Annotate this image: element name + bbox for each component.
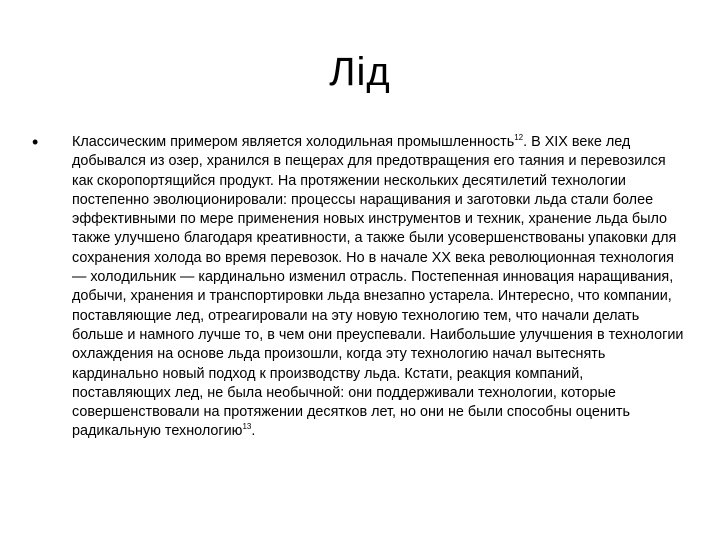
body-paragraph <box>72 133 684 442</box>
bullet-marker: • <box>32 132 39 152</box>
paragraph-text-end: . <box>251 423 256 440</box>
slide-title: Лід <box>329 50 391 94</box>
footnote-ref-12: 12 <box>514 133 524 143</box>
paragraph-text-main: . В XIX веке лед добывался из озер, хранился в пещерах для предотвращения его таяния и перевозился как скоропортящийся продукт. На протяжении нескольких десятилетий технологии постепенно эволюционировали: процессы наращивания и заготовки льда стали более эффективными по мере применения новых инструментов и техник, хранение льда было также улучшено благодаря креативности, а также были усовершенствованы упаковки для сохранения холода во время перевозок. Но в начале XX века революционная технология — холодильник — кардинально изменил отрасль. Постепенная инновация наращивания, добычи, хранения и транспортировки льда внезапно устарела. Интересно, что компании, поставляющие лед, отреагировали на эту новую технологию тем, что начали делать больше и намного лучше то, в чем они преуспевали. Наибольшие улучшения в технологии охлаждения на основе льда произошли, когда эту технологию начал вытеснять кардинально новый подход к производству льда. Кстати, реакция компаний, поставляющих лед, не была необычной: они поддерживали технологии, которые совершенствовали на протяжении десятков лет, но они не были способны оценить радикальную технологию <box>72 134 684 440</box>
paragraph-text-start: Классическим примером является холодильная промышленность <box>72 134 515 150</box>
footnote-ref-13: 13 <box>242 422 252 432</box>
